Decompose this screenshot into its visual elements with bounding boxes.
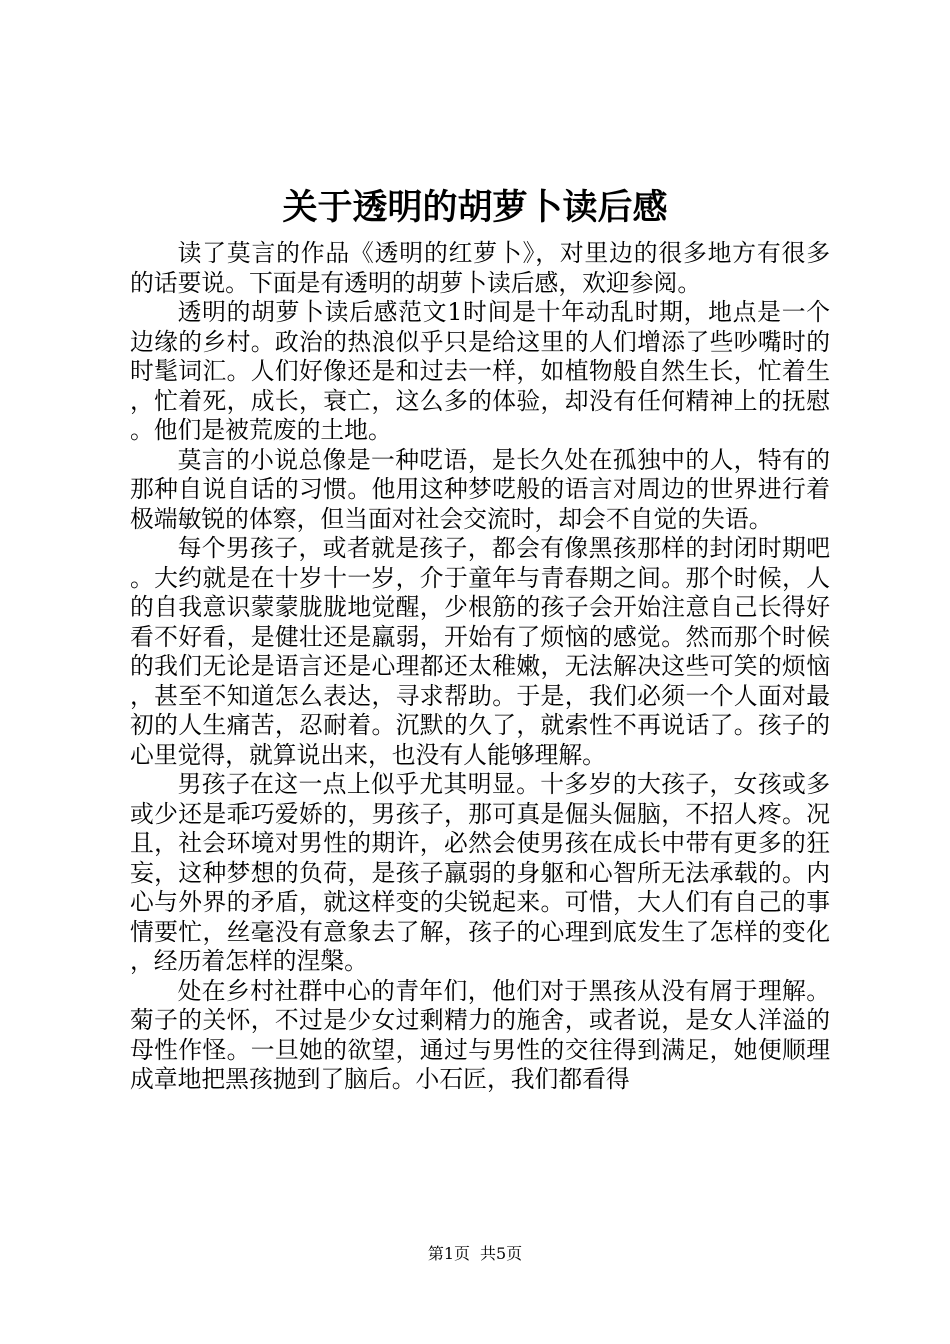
- document-title: 关于透明的胡萝卜读后感: [282, 187, 668, 228]
- page-footer: [0, 1243, 950, 1265]
- paragraph: 处在乡村社群中心的青年们，他们对于黑孩从没有屑于理解。菊子的关怀，不过是少女过剩精力的施舍，或者说，是女人洋溢的母性作怪。一旦她的欲望，通过与男性的交往得到满足，她便顺理成章地把黑孩抛到了脑后。小石匠，我们都看得: [130, 976, 830, 1093]
- paragraph: 透明的胡萝卜读后感范文1时间是十年动乱时期，地点是一个边缘的乡村。政治的热浪似乎只是给这里的人们增添了些吵嘴时的时髦词汇。人们好像还是和过去一样，如植物般自然生长，忙着生，忙着死，成长，衰亡，这么多的体验，却没有任何精神上的抚慰。他们是被荒废的土地。: [130, 298, 830, 444]
- paragraph: 读了莫言的作品《透明的红萝卜》，对里边的很多地方有很多的话要说。下面是有透明的胡萝卜读后感，欢迎参阅。: [130, 239, 830, 297]
- page-number: 第1页: [427, 1244, 470, 1263]
- paragraph: 莫言的小说总像是一种呓语，是长久处在孤独中的人，特有的那种自说自话的习惯。他用这种梦呓般的语言对周边的世界进行着极端敏锐的体察，但当面对社会交流时，却会不自觉的失语。: [130, 445, 830, 533]
- paragraph: 男孩子在这一点上似乎尤其明显。十多岁的大孩子，女孩或多或少还是乖巧爱娇的，男孩子，那可真是倔头倔脑，不招人疼。况且，社会环境对男性的期许，必然会使男孩在成长中带有更多的狂妄，这种梦想的负荷，是孩子羸弱的身躯和心智所无法承载的。内心与外界的矛盾，就这样变的尖锐起来。可惜，大人们有自己的事情要忙，丝毫没有意象去了解，孩子的心理到底发生了怎样的变化，经历着怎样的涅槃。: [130, 770, 830, 975]
- document-body: [130, 239, 830, 1095]
- paragraph: 每个男孩子，或者就是孩子，都会有像黑孩那样的封闭时期吧。大约就是在十岁十一岁，介于童年与青春期之间。那个时候，人的自我意识蒙蒙胧胧地觉醒，少根筋的孩子会开始注意自己长得好看不好看，是健壮还是羸弱，开始有了烦恼的感觉。然而那个时候的我们无论是语言还是心理都还太稚嫩，无法解决这些可笑的烦恼，甚至不知道怎么表达，寻求帮助。于是，我们必须一个人面对最初的人生痛苦，忍耐着。沉默的久了，就索性不再说话了。孩子的心里觉得，就算说出来，也没有人能够理解。: [130, 534, 830, 769]
- page-total: 共5页: [480, 1244, 523, 1263]
